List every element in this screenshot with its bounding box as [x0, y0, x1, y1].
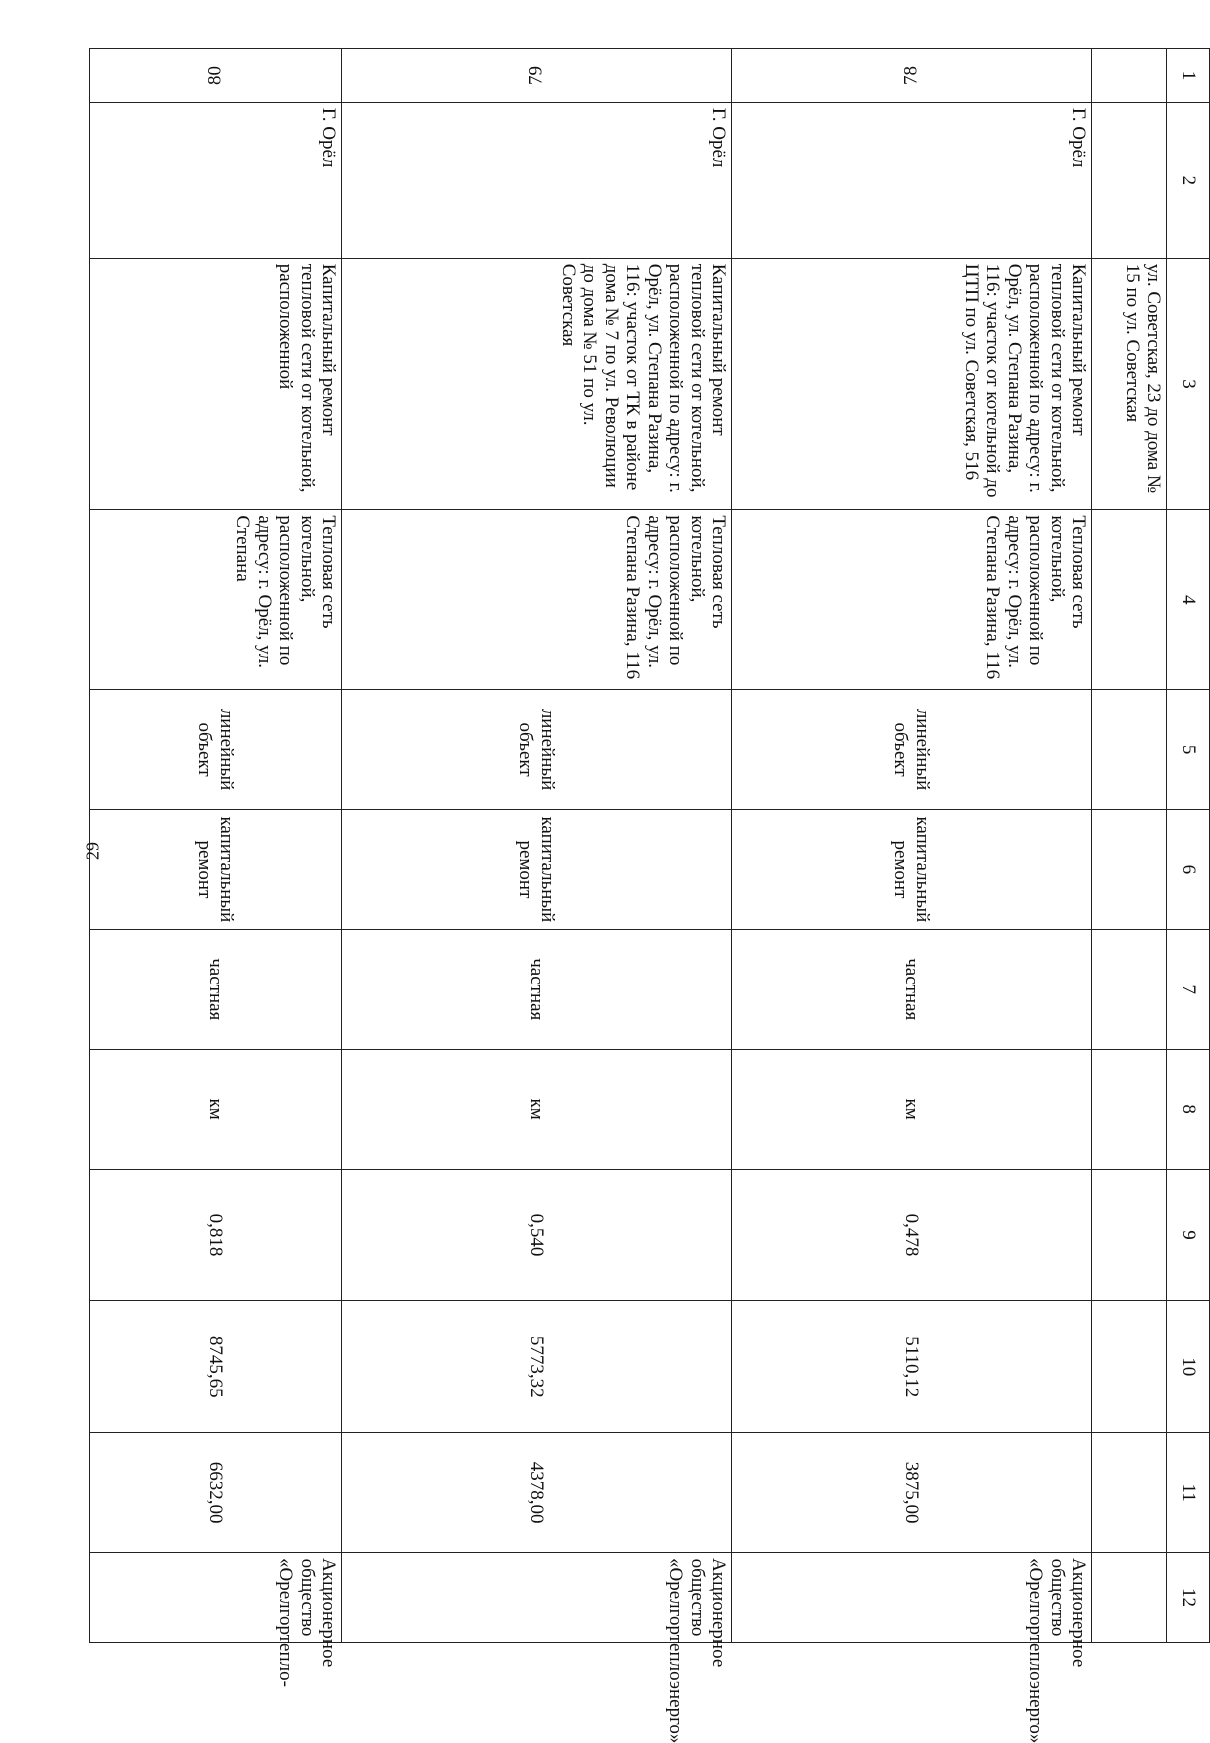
unit-cell: км — [90, 1049, 342, 1169]
quantity-cell: 0,478 — [732, 1169, 1092, 1301]
table-row — [90, 49, 342, 1643]
object-type-cell: линейный объект — [90, 690, 342, 810]
table-row — [342, 49, 732, 1643]
work-cell: Капитальный ремонт тепловой сети от котельной, расположенной по адресу: г. Орёл, ул. Степана Разина, 116: участок от котельной до ЦТП по ул. Советская, 516 — [732, 258, 1092, 510]
value-cell: 3875,00 — [732, 1433, 1092, 1553]
data-table — [89, 48, 1210, 1743]
city-cell: Г. Орёл — [732, 102, 1092, 258]
header-cell: 8 — [1167, 1049, 1210, 1169]
header-cell: 1 — [1167, 49, 1210, 103]
continuation-row — [1092, 49, 1167, 1643]
header-cell: 7 — [1167, 929, 1210, 1049]
owner-cell: Акционерное общество «Орелгортеплоэнерго» — [342, 1553, 732, 1643]
cost-cell: 5110,12 — [732, 1301, 1092, 1433]
work-type-cell: капитальный ремонт — [90, 810, 342, 930]
work-type-cell: капитальный ремонт — [732, 810, 1092, 930]
header-cell: 5 — [1167, 690, 1210, 810]
rotated-table — [95, 48, 1210, 1743]
object-cell: Тепловая сеть котельной, расположенной по адресу: г. Орёл, ул. Степана Разина, 116 — [342, 510, 732, 690]
header-cell: 10 — [1167, 1301, 1210, 1433]
value-cell: 4378,00 — [342, 1433, 732, 1553]
header-cell: 6 — [1167, 810, 1210, 930]
value-cell: 6632,00 — [90, 1433, 342, 1553]
quantity-cell: 0,818 — [90, 1169, 342, 1301]
work-type-cell: капитальный ремонт — [342, 810, 732, 930]
row-number-cell: 78 — [732, 49, 1092, 103]
city-cell: Г. Орёл — [90, 102, 342, 258]
object-cell: Тепловая сеть котельной, расположенной по адресу: г. Орёл, ул. Степана Разина, 116 — [732, 510, 1092, 690]
work-cell: Капитальный ремонт тепловой сети от котельной, расположенной — [90, 258, 342, 510]
unit-cell: км — [342, 1049, 732, 1169]
ownership-cell: частная — [342, 929, 732, 1049]
unit-cell: км — [732, 1049, 1092, 1169]
header-cell: 4 — [1167, 510, 1210, 690]
header-cell: 2 — [1167, 102, 1210, 258]
object-type-cell: линейный объект — [342, 690, 732, 810]
ownership-cell: частная — [732, 929, 1092, 1049]
object-type-cell: линейный объект — [732, 690, 1092, 810]
table-row — [732, 49, 1092, 1643]
ownership-cell: частная — [90, 929, 342, 1049]
owner-cell: Акционерное общество «Орелгортеплоэнерго» — [732, 1553, 1092, 1643]
city-cell: Г. Орёл — [342, 102, 732, 258]
row-number-cell: 79 — [342, 49, 732, 103]
header-cell: 12 — [1167, 1553, 1210, 1643]
cost-cell: 5773,32 — [342, 1301, 732, 1433]
header-cell: 9 — [1167, 1169, 1210, 1301]
page-number: 29 — [82, 842, 103, 860]
header-cell: 3 — [1167, 258, 1210, 510]
header-cell: 11 — [1167, 1433, 1210, 1553]
cost-cell: 8745,65 — [90, 1301, 342, 1433]
owner-cell: Акционерное общество «Орелгортепло- — [90, 1553, 342, 1643]
object-cell: Тепловая сеть котельной, расположенной по адресу: г. Орёл, ул. Степана — [90, 510, 342, 690]
row-number-cell: 80 — [90, 49, 342, 103]
continuation-work-cell: ул. Советская, 23 до дома № 15 по ул. Советская — [1092, 258, 1167, 510]
header-row — [1167, 49, 1210, 1643]
quantity-cell: 0,540 — [342, 1169, 732, 1301]
work-cell: Капитальный ремонт тепловой сети от котельной, расположенной по адресу: г. Орёл, ул. Степана Разина, 116: участок от ТК в районе дома № 7 по ул. Революции до дома № 51 по ул. Советская — [342, 258, 732, 510]
